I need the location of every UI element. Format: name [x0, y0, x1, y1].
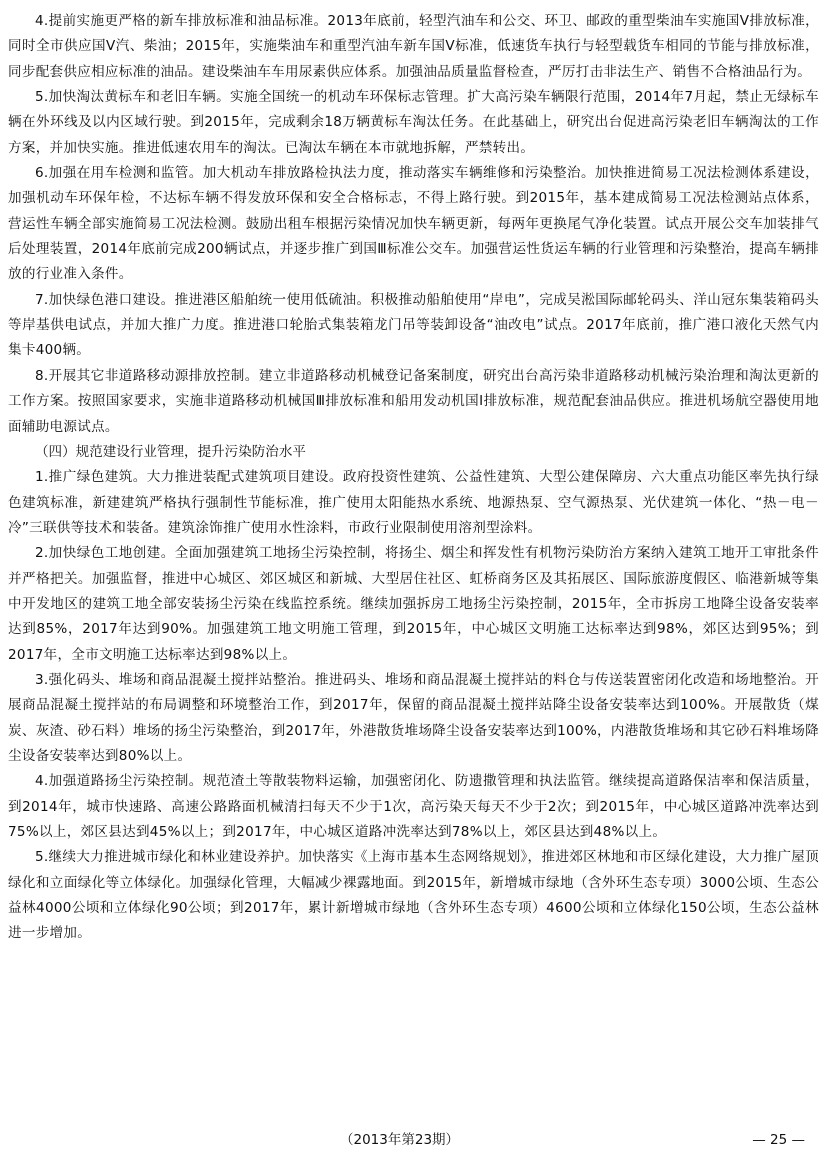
paragraph-greening: 5.继续大力推进城市绿化和林业建设养护。加快落实《上海市基本生态网络规划》，推进郊区林地和市区绿化建设，大力推广屋顶绿化和立面绿化等立体绿化。加强绿化管理，大幅减少裸露地面。到2015年，新增城市绿地（含外环生态专项）3000公顷、生态公益林4000公顷和立体绿化90公顷；到2017年，累计新增城市绿地（含外环生态专项）4600公顷和立体绿化150公顷，生态公益林进一步增加。	[8, 849, 819, 942]
paragraph-green-port: 7.加快绿色港口建设。推进港区船舶统一使用低硫油。积极推动船舶使用“岸电”，完成吴淞国际邮轮码头、洋山冠东集装箱码头等岸基供电试点，并加大推广力度。推进港口轮胎式集装箱龙门吊等装卸设备“油改电”试点。2017年底前，推广港口液化天然气内集卡400辆。	[8, 291, 819, 359]
paragraph-nonroad-emissions: 8.开展其它非道路移动源排放控制。建立非道路移动机械登记备案制度，研究出台高污染非道路移动机械污染治理和淘汰更新的工作方案。按照国家要求，实施非道路移动机械国Ⅲ排放标准和船用发动机国Ⅰ排放标准，规范配套油品供应。推进机场航空器使用地面辅助电源试点。	[8, 367, 819, 435]
paragraph-new-vehicle-standards: 4.提前实施更严格的新车排放标准和油品标准。2013年底前，轻型汽油车和公交、环卫、邮政的重型柴油车实施国Ⅴ排放标准，同时全市供应国Ⅴ汽、柴油；2015年，实施柴油车和重型汽油车新车国Ⅴ标准，低速货车执行与轻型载货车相同的节能与排放标准，同步配套供应相应标准的油品。建设柴油车车用尿素供应体系。加强油品质量监督检查，严厉打击非法生产、销售不合格油品行为。	[8, 13, 819, 80]
page-footer	[0, 1127, 827, 1153]
paragraph-green-building: 1.推广绿色建筑。大力推进装配式建筑项目建设。政府投资性建筑、公益性建筑、大型公建保障房、六大重点功能区率先执行绿色建筑标准，新建建筑严格执行强制性节能标准，推广使用太阳能热水系统、地源热泵、空气源热泵、光伏建筑一体化、“热－电－冷”三联供等技术和装备。建筑涂饰推广使用水性涂料，市政行业限制使用溶剂型涂料。	[8, 469, 819, 536]
section-heading: （四）规范建设行业管理，提升污染防治水平	[35, 443, 306, 460]
page-number: — 25 —	[752, 1132, 805, 1148]
paragraph-vehicle-elimination: 5.加快淘汰黄标车和老旧车辆。实施全国统一的机动车环保标志管理。扩大高污染车辆限行范围，2014年7月起，禁止无绿标车辆在外环线及以内区域行驶。到2015年，完成剩余18万辆黄标车淘汰任务。在此基础上，研究出台促进高污染老旧车辆淘汰的工作方案，并加快实施。推进低速农用车的淘汰。已淘汰车辆在本市就地拆解，严禁转出。	[8, 89, 819, 156]
paragraph-road-dust: 4.加强道路扬尘污染控制。规范渣土等散装物料运输，加强密闭化、防遗撒管理和执法监管。继续提高道路保洁率和保洁质量，到2014年，城市快速路、高速公路路面机械清扫每天不少于1次，高污染天每天不少于2次；到2015年，中心城区道路冲洗率达到75%以上，郊区县达到45%以上；到2017年，中心城区道路冲洗率达到78%以上，郊区县达到48%以上。	[8, 773, 819, 840]
paragraph-docks-yards: 3.强化码头、堆场和商品混凝土搅拌站整治。推进码头、堆场和商品混凝土搅拌站的料仓与传送装置密闭化改造和场地整治。开展商品混凝土搅拌站的布局调整和环境整治工作，到2017年，保留的商品混凝土搅拌站降尘设备安装率达到100%。开展散货（煤炭、灰渣、砂石料）堆场的扬尘污染整治，到2017年，外港散货堆场降尘设备安装率达到100%，内港散货堆场和其它砂石料堆场降尘设备安装率达到80%以上。	[8, 671, 819, 764]
issue-label: （2013年第23期）	[340, 1132, 460, 1148]
document-body	[8, 9, 819, 947]
paragraph-green-worksite: 2.加快绿色工地创建。全面加强建筑工地扬尘污染控制，将扬尘、烟尘和挥发性有机物污染防治方案纳入建筑工地开工审批条件并严格把关。加强监督，推进中心城区、郊区城区和新城、大型居住社区、虹桥商务区及其拓展区、国际旅游度假区、临港新城等集中开发地区的建筑工地全部安装扬尘污染在线监控系统。继续加强拆房工地扬尘污染控制，2015年，全市拆房工地降尘设备安装率达到85%，2017年达到90%。加强建筑工地文明施工管理，到2015年，中心城区文明施工达标率达到98%，郊区达到95%；到2017年，全市文明施工达标率达到98%以上。	[8, 545, 819, 663]
paragraph-vehicle-inspection: 6.加强在用车检测和监管。加大机动车排放路检执法力度，推动落实车辆维修和污染整治。加快推进简易工况法检测体系建设，加强机动车环保年检，不达标车辆不得发放环保和安全合格标志，不得上路行驶。到2015年，基本建成简易工况法检测站点体系，营运性车辆全部实施简易工况法检测。鼓励出租车根据污染情况加快车辆更新，每两年更换尾气净化装置。试点开展公交车加装排气后处理装置，2014年底前完成200辆试点，并逐步推广到国Ⅲ标准公交车。加强营运性货运车辆的行业管理和污染整治，提高车辆排放的行业准入条件。	[8, 165, 819, 283]
